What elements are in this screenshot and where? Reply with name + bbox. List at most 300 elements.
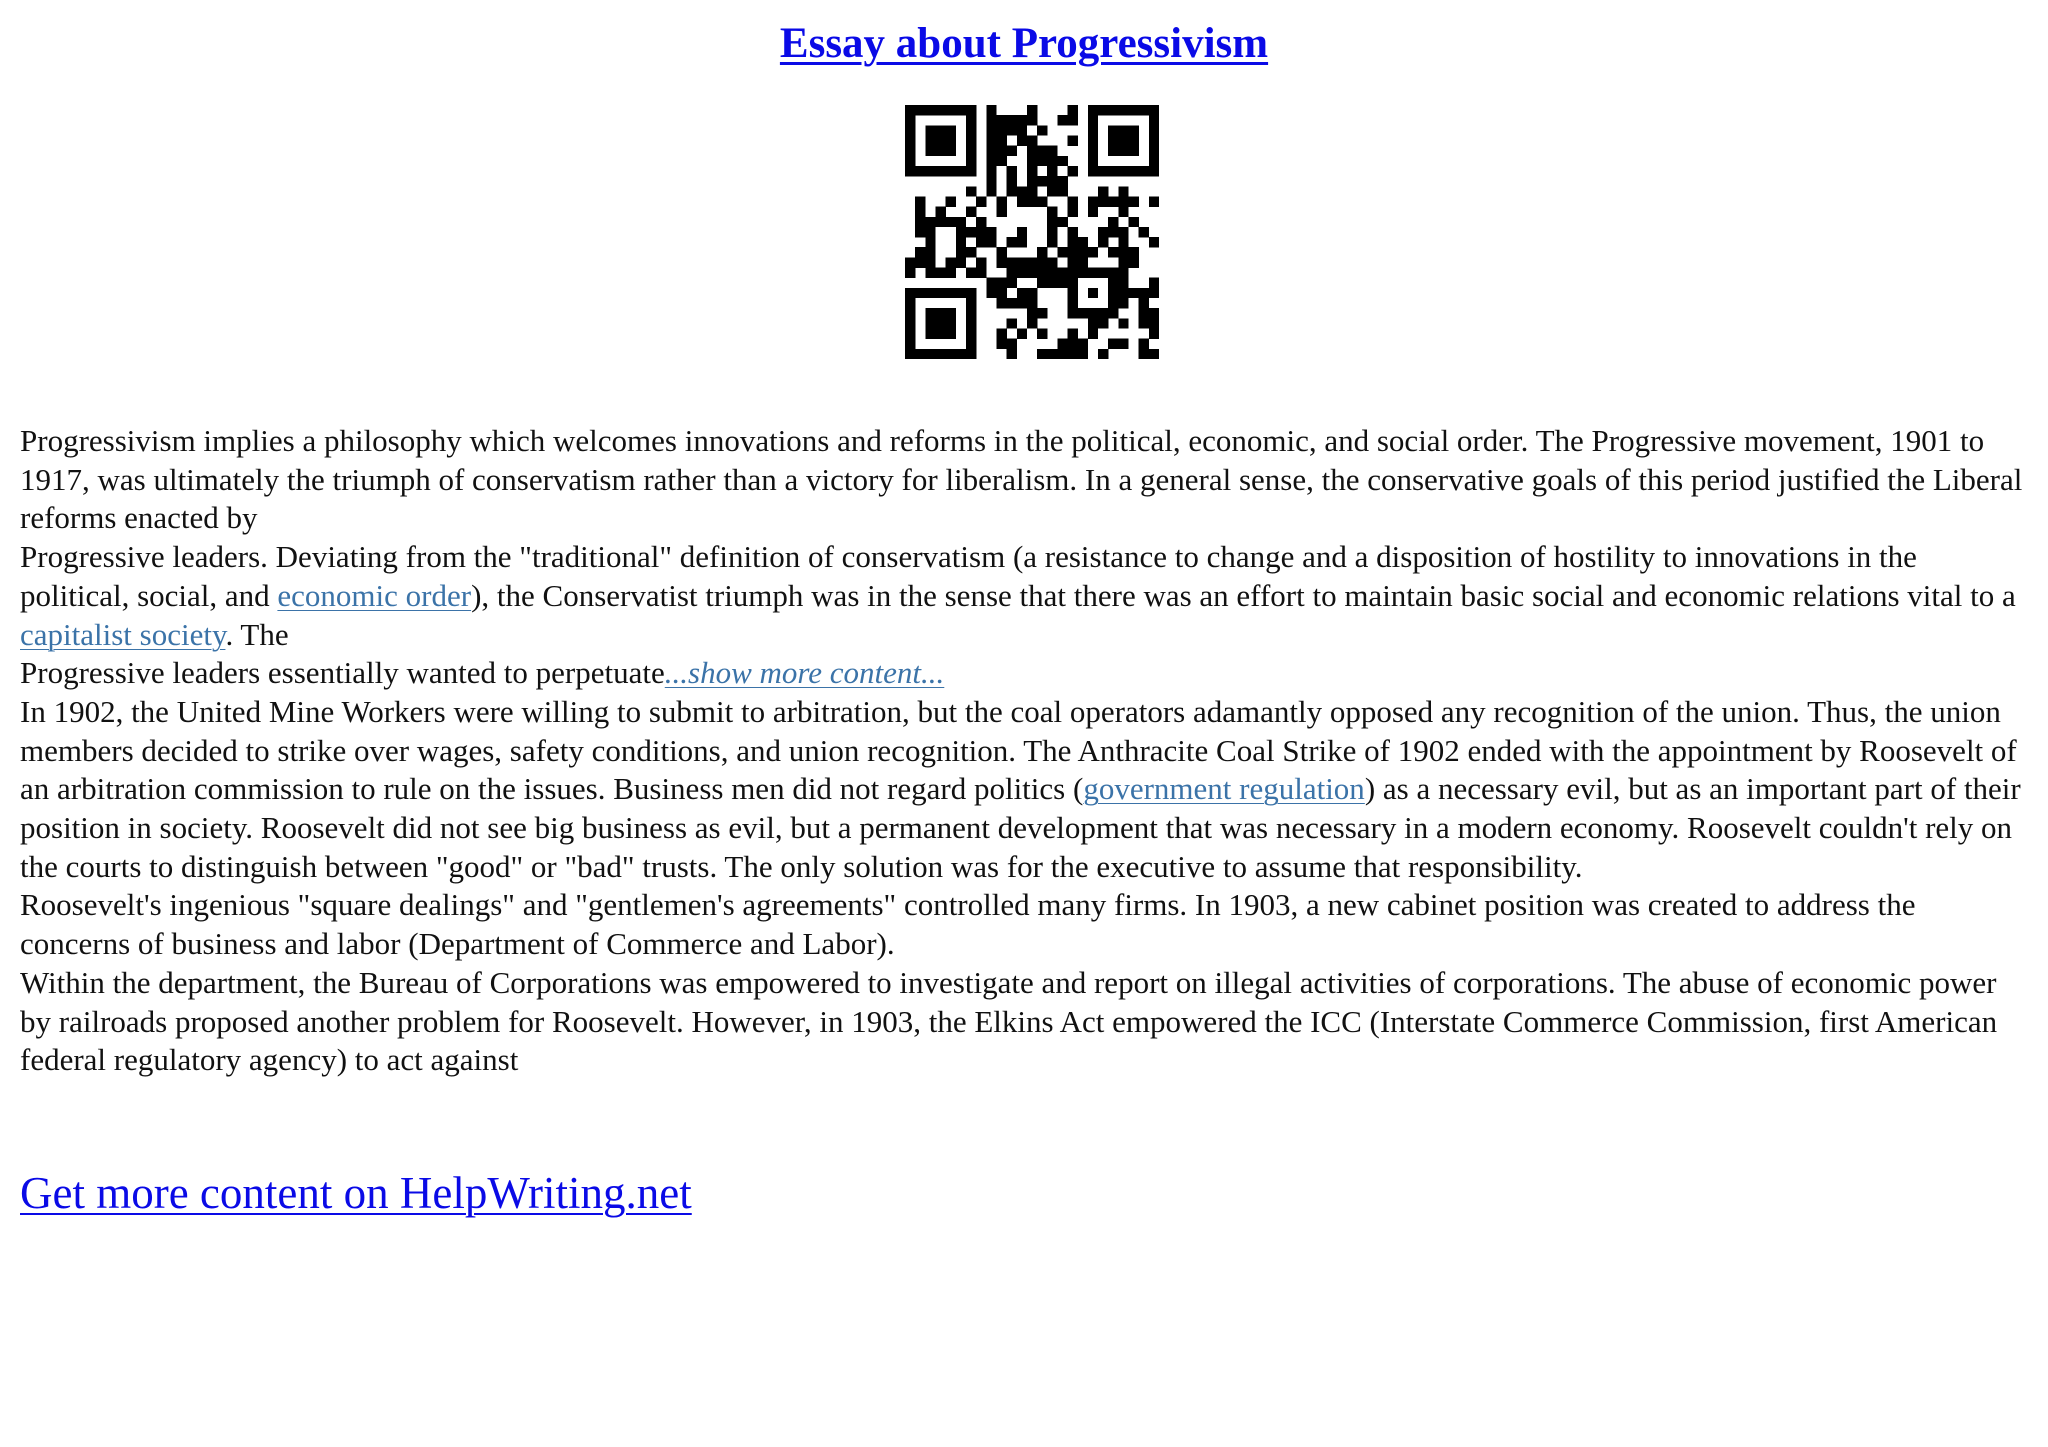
qr-module xyxy=(986,278,996,288)
qr-module xyxy=(1037,308,1047,318)
qr-module xyxy=(1088,146,1098,156)
qr-module xyxy=(1118,257,1128,267)
qr-module xyxy=(1108,125,1118,135)
qr-module xyxy=(1057,217,1067,227)
qr-module xyxy=(1007,125,1017,135)
qr-module xyxy=(915,207,925,217)
qr-module xyxy=(1149,318,1159,328)
qr-module xyxy=(996,115,1006,125)
qr-module xyxy=(1068,349,1078,359)
qr-module xyxy=(986,227,996,237)
qr-module xyxy=(1139,318,1149,328)
qr-module xyxy=(905,166,915,176)
qr-module xyxy=(1027,146,1037,156)
qr-module xyxy=(1007,318,1017,328)
qr-module xyxy=(1037,196,1047,206)
qr-module xyxy=(1047,257,1057,267)
get-more-content-link[interactable]: Get more content on HelpWriting.net xyxy=(20,1168,692,1218)
qr-module xyxy=(1118,135,1128,145)
qr-module xyxy=(1017,135,1027,145)
qr-module xyxy=(1007,339,1017,349)
qr-module xyxy=(1108,268,1118,278)
qr-module xyxy=(1118,227,1128,237)
qr-module xyxy=(966,115,976,125)
qr-module xyxy=(1078,237,1088,247)
qr-module xyxy=(1068,247,1078,257)
qr-module xyxy=(996,339,1006,349)
qr-module xyxy=(1139,308,1149,318)
qr-module xyxy=(996,247,1006,257)
qr-module xyxy=(1108,196,1118,206)
paragraph-text: Progressive leaders. Deviating from the "traditional" definition of conservatism (a resistance to change and a disposition of hostility to innovations in the political, social, and xyxy=(20,539,1917,613)
qr-module xyxy=(1149,278,1159,288)
qr-module xyxy=(956,217,966,227)
qr-module xyxy=(1088,166,1098,176)
qr-module xyxy=(1068,115,1078,125)
qr-module xyxy=(976,268,986,278)
qr-module xyxy=(1149,196,1159,206)
qr-module xyxy=(1057,349,1067,359)
qr-module xyxy=(986,156,996,166)
qr-module xyxy=(915,247,925,257)
qr-module xyxy=(986,176,996,186)
qr-module xyxy=(1007,146,1017,156)
qr-module xyxy=(935,135,945,145)
qr-module xyxy=(1057,268,1067,278)
qr-module xyxy=(1098,318,1108,328)
qr-module xyxy=(1047,166,1057,176)
qr-module xyxy=(1118,105,1128,115)
qr-module xyxy=(1108,135,1118,145)
qr-module xyxy=(1057,339,1067,349)
qr-module xyxy=(1088,318,1098,328)
qr-module xyxy=(986,125,996,135)
qr-module xyxy=(1149,308,1159,318)
qr-module xyxy=(935,329,945,339)
qr-module xyxy=(1149,288,1159,298)
paragraph-text: Roosevelt's ingenious "square dealings" and "gentlemen's agreements" controlled many firms. In 1903, a new cabinet position was created to address the concerns of business and labor (Department of Commerce and Labor). xyxy=(20,887,1916,962)
qr-module xyxy=(1027,257,1037,267)
qr-module xyxy=(1057,278,1067,288)
qr-module xyxy=(1068,227,1078,237)
qr-module xyxy=(905,125,915,135)
qr-module xyxy=(1088,196,1098,206)
paragraph-text: In 1902, the United Mine Workers were willing to submit to arbitration, but the coal operators adamantly opposed any recognition of the union. Thus, the union members decided to strike over wages, safety conditions, and union recognition. The Anthracite Coal Strike of 1902 ended with the appointment by Roosevelt of an arbitration commission to rule on the issues. Business men did not regard politics ( xyxy=(20,693,2017,807)
qr-module xyxy=(915,227,925,237)
qr-module xyxy=(946,257,956,267)
qr-module xyxy=(1037,176,1047,186)
qr-module xyxy=(1068,298,1078,308)
qr-module xyxy=(1088,268,1098,278)
qr-module xyxy=(1047,146,1057,156)
qr-module xyxy=(976,196,986,206)
qr-module xyxy=(1118,146,1128,156)
qr-module xyxy=(1037,257,1047,267)
qr-module xyxy=(1027,166,1037,176)
qr-module xyxy=(1129,247,1139,257)
qr-module xyxy=(925,308,935,318)
qr-module xyxy=(1007,298,1017,308)
essay-body xyxy=(20,422,2030,1080)
qr-module xyxy=(996,257,1006,267)
qr-module xyxy=(1108,298,1118,308)
qr-module xyxy=(996,146,1006,156)
qr-module xyxy=(1027,308,1037,318)
qr-module xyxy=(946,105,956,115)
qr-module xyxy=(966,135,976,145)
paragraph-4 xyxy=(20,693,2030,887)
qr-module xyxy=(1047,217,1057,227)
qr-module xyxy=(1078,349,1088,359)
qr-module xyxy=(996,196,1006,206)
qr-module xyxy=(1047,207,1057,217)
qr-module xyxy=(956,227,966,237)
qr-module xyxy=(1068,207,1078,217)
qr-module xyxy=(946,217,956,227)
qr-module xyxy=(905,257,915,267)
qr-module xyxy=(925,318,935,328)
paragraph-text: Within the department, the Bureau of Corporations was empowered to investigate and report on illegal activities of corporations. The abuse of economic power by railroads proposed another problem for Roosevelt. However, in 1903, the Elkins Act empowered the ICC (Interstate Commerce Commission, first American federal regulatory agency) to act against xyxy=(20,964,1998,1078)
qr-module xyxy=(1139,166,1149,176)
qr-module xyxy=(1017,329,1027,339)
paragraph-2 xyxy=(20,538,2030,654)
paragraph-6 xyxy=(20,964,2030,1080)
qr-module xyxy=(966,349,976,359)
qr-module xyxy=(915,349,925,359)
qr-module xyxy=(905,329,915,339)
economic-order-link[interactable]: economic order xyxy=(277,577,472,613)
qr-module xyxy=(1027,268,1037,278)
qr-module xyxy=(1007,176,1017,186)
qr-module xyxy=(1118,339,1128,349)
qr-module xyxy=(905,105,915,115)
qr-module xyxy=(1118,298,1128,308)
qr-module xyxy=(1037,125,1047,135)
qr-module xyxy=(1129,166,1139,176)
qr-module xyxy=(905,146,915,156)
qr-module xyxy=(1098,268,1108,278)
qr-module xyxy=(1139,349,1149,359)
qr-module xyxy=(986,166,996,176)
qr-module xyxy=(986,135,996,145)
qr-module xyxy=(925,247,935,257)
qr-module xyxy=(1118,186,1128,196)
qr-module xyxy=(966,186,976,196)
qr-module xyxy=(1047,156,1057,166)
qr-module xyxy=(996,125,1006,135)
qr-module xyxy=(1149,115,1159,125)
qr-module xyxy=(1027,186,1037,196)
qr-module xyxy=(1027,288,1037,298)
qr-module xyxy=(1129,125,1139,135)
qr-module xyxy=(1057,176,1067,186)
qr-module xyxy=(1139,288,1149,298)
qr-module xyxy=(1057,186,1067,196)
qr-module xyxy=(946,135,956,145)
qr-module xyxy=(1047,227,1057,237)
qr-module xyxy=(925,227,935,237)
qr-module xyxy=(1007,268,1017,278)
qr-module xyxy=(996,278,1006,288)
qr-module xyxy=(986,237,996,247)
qr-module xyxy=(1108,278,1118,288)
qr-module xyxy=(905,298,915,308)
qr-module xyxy=(1037,329,1047,339)
qr-module xyxy=(905,349,915,359)
qr-module xyxy=(1149,156,1159,166)
qr-module xyxy=(1068,288,1078,298)
qr-module xyxy=(966,146,976,156)
qr-module xyxy=(1118,166,1128,176)
qr-module xyxy=(966,329,976,339)
qr-module xyxy=(1068,268,1078,278)
qr-module xyxy=(1088,105,1098,115)
qr-module xyxy=(925,166,935,176)
qr-module xyxy=(1027,196,1037,206)
qr-module xyxy=(956,247,966,257)
qr-module xyxy=(1118,318,1128,328)
qr-module xyxy=(925,105,935,115)
qr-module xyxy=(1017,237,1027,247)
qr-module xyxy=(946,288,956,298)
qr-module xyxy=(1139,339,1149,349)
qr-module xyxy=(1017,115,1027,125)
qr-module xyxy=(1108,105,1118,115)
qr-module xyxy=(935,125,945,135)
qr-module xyxy=(1037,247,1047,257)
qr-module xyxy=(1108,288,1118,298)
qr-module xyxy=(925,125,935,135)
qr-module xyxy=(1047,186,1057,196)
qr-module xyxy=(905,339,915,349)
qr-module xyxy=(1108,227,1118,237)
qr-module xyxy=(1088,207,1098,217)
qr-module xyxy=(1098,349,1108,359)
qr-module xyxy=(1047,278,1057,288)
qr-module xyxy=(1047,268,1057,278)
qr-module xyxy=(1027,156,1037,166)
qr-module xyxy=(1017,196,1027,206)
qr-module xyxy=(1037,349,1047,359)
qr-module xyxy=(1037,156,1047,166)
qr-module xyxy=(1118,288,1128,298)
qr-module xyxy=(996,207,1006,217)
qr-module xyxy=(986,146,996,156)
qr-module xyxy=(1108,146,1118,156)
qr-module xyxy=(1027,298,1037,308)
qr-module xyxy=(1149,146,1159,156)
qr-module xyxy=(925,288,935,298)
qr-module xyxy=(1139,105,1149,115)
qr-module xyxy=(1068,278,1078,288)
qr-module xyxy=(1068,308,1078,318)
qr-module xyxy=(1088,115,1098,125)
qr-module xyxy=(1068,339,1078,349)
qr-module xyxy=(915,288,925,298)
qr-module xyxy=(996,288,1006,298)
qr-module xyxy=(966,105,976,115)
qr-module xyxy=(956,166,966,176)
qr-module xyxy=(905,288,915,298)
qr-module xyxy=(976,217,986,227)
qr-module xyxy=(966,166,976,176)
qr-module xyxy=(1098,237,1108,247)
qr-module xyxy=(946,125,956,135)
qr-module xyxy=(1068,257,1078,267)
qr-module xyxy=(935,308,945,318)
qr-module xyxy=(1098,308,1108,318)
qr-module xyxy=(966,156,976,166)
qr-module xyxy=(946,166,956,176)
qr-module xyxy=(1108,166,1118,176)
qr-module xyxy=(1108,308,1118,318)
qr-module xyxy=(1057,156,1067,166)
qr-module xyxy=(905,308,915,318)
qr-module xyxy=(966,288,976,298)
qr-module xyxy=(966,298,976,308)
qr-module xyxy=(1088,247,1098,257)
qr-module xyxy=(1098,196,1108,206)
qr-module xyxy=(935,349,945,359)
qr-module xyxy=(1007,186,1017,196)
qr-module xyxy=(976,237,986,247)
qr-module xyxy=(976,257,986,267)
qr-module xyxy=(1078,308,1088,318)
qr-module xyxy=(1017,125,1027,135)
qr-module xyxy=(1027,135,1037,145)
qr-module xyxy=(1118,278,1128,288)
qr-module xyxy=(915,217,925,227)
qr-module xyxy=(905,115,915,125)
qr-module xyxy=(1017,227,1027,237)
qr-module xyxy=(946,146,956,156)
qr-module xyxy=(1027,176,1037,186)
qr-module xyxy=(1118,125,1128,135)
qr-module xyxy=(1129,288,1139,298)
qr-module xyxy=(966,207,976,217)
qr-module xyxy=(925,257,935,267)
paragraph-5 xyxy=(20,886,2030,963)
qr-module xyxy=(1118,268,1128,278)
qr-module xyxy=(986,186,996,196)
qr-module xyxy=(935,146,945,156)
qr-module xyxy=(1108,247,1118,257)
qr-module xyxy=(1129,146,1139,156)
qr-module xyxy=(1088,308,1098,318)
qr-module xyxy=(1149,125,1159,135)
paragraph-1 xyxy=(20,422,2030,538)
qr-module xyxy=(1139,298,1149,308)
qr-module xyxy=(925,146,935,156)
paragraph-text: Progressivism implies a philosophy which welcomes innovations and reforms in the political, economic, and social order. The Progressive movement, 1901 to 1917, was ultimately the triumph of conservatism rather than a victory for liberalism. In a general sense, the conservative goals of this period justified the Liberal reforms enacted by xyxy=(20,423,2023,536)
qr-module xyxy=(1149,349,1159,359)
page-title xyxy=(0,14,2048,74)
qr-module xyxy=(1088,329,1098,339)
qr-module xyxy=(925,329,935,339)
qr-module xyxy=(1017,186,1027,196)
qr-module xyxy=(996,135,1006,145)
qr-module xyxy=(1007,349,1017,359)
qr-module xyxy=(1149,329,1159,339)
qr-module xyxy=(966,227,976,237)
paragraph-text: Progressive leaders essentially wanted to perpetuate xyxy=(20,655,665,691)
qr-module xyxy=(966,308,976,318)
qr-module xyxy=(1098,227,1108,237)
qr-module xyxy=(1007,115,1017,125)
paragraph-text: ), the Conservatist triumph was in the sense that there was an effort to maintain basic social and economic relations vital to a xyxy=(471,577,2016,613)
qr-module xyxy=(1027,115,1037,125)
qr-module xyxy=(966,339,976,349)
qr-module xyxy=(1088,288,1098,298)
qr-module xyxy=(1037,268,1047,278)
qr-module xyxy=(1068,196,1078,206)
qr-module xyxy=(1129,257,1139,267)
qr-module xyxy=(1007,257,1017,267)
qr-module xyxy=(905,135,915,145)
qr-module xyxy=(946,196,956,206)
qr-module xyxy=(1078,257,1088,267)
qr-module xyxy=(1088,135,1098,145)
qr-module xyxy=(956,237,966,247)
qr-module xyxy=(925,349,935,359)
qr-module xyxy=(1118,207,1128,217)
qr-module xyxy=(1149,135,1159,145)
qr-module xyxy=(1118,196,1128,206)
qr-module xyxy=(966,318,976,328)
qr-module xyxy=(935,318,945,328)
qr-module xyxy=(1068,329,1078,339)
qr-module xyxy=(1098,166,1108,176)
qr-module xyxy=(986,288,996,298)
paragraph-text: . The xyxy=(225,616,289,652)
qr-module xyxy=(1078,268,1088,278)
qr-module xyxy=(976,227,986,237)
show-more-link[interactable]: ...show more content... xyxy=(664,655,945,691)
qr-module xyxy=(1037,278,1047,288)
qr-module xyxy=(925,237,935,247)
qr-module xyxy=(996,329,1006,339)
qr-module xyxy=(996,156,1006,166)
qr-module xyxy=(1078,339,1088,349)
qr-module xyxy=(905,156,915,166)
qr-module xyxy=(996,298,1006,308)
qr-module xyxy=(1017,257,1027,267)
qr-module xyxy=(1108,339,1118,349)
qr-module xyxy=(1139,227,1149,237)
qr-module xyxy=(915,166,925,176)
qr-module xyxy=(915,196,925,206)
qr-module xyxy=(925,217,935,227)
qr-module xyxy=(915,105,925,115)
qr-module xyxy=(1017,268,1027,278)
qr-module xyxy=(966,125,976,135)
qr-module xyxy=(935,105,945,115)
qr-module xyxy=(935,166,945,176)
qr-module xyxy=(1068,105,1078,115)
qr-module xyxy=(935,207,945,217)
qr-module xyxy=(925,135,935,145)
qr-module xyxy=(1149,237,1159,247)
title-link[interactable]: Essay about Progressivism xyxy=(779,20,1269,67)
qr-module xyxy=(1007,166,1017,176)
government-regulation-link[interactable]: government regulation xyxy=(1083,771,1365,807)
qr-module xyxy=(1088,125,1098,135)
qr-module xyxy=(966,268,976,278)
qr-module xyxy=(1118,237,1128,247)
qr-module xyxy=(1068,166,1078,176)
qr-module xyxy=(1129,217,1139,227)
capitalist-society-link[interactable]: capitalist society xyxy=(20,616,226,652)
